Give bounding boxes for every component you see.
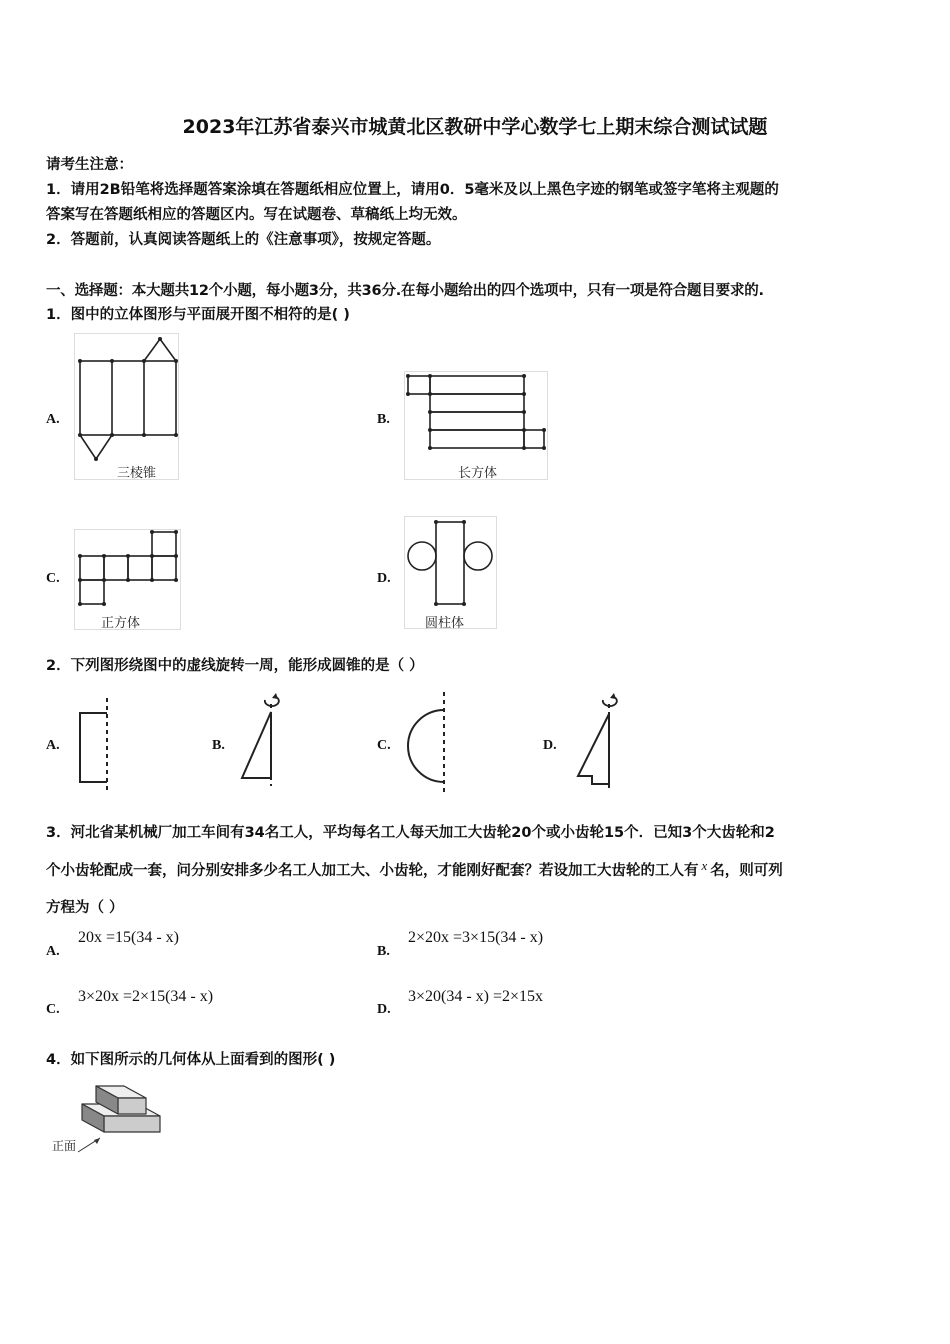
q3-option-d-label[interactable]: D. — [377, 1002, 391, 1017]
q1-option-a-figure — [74, 333, 184, 483]
question-3-stem-line-2 — [46, 859, 783, 880]
question-3-stem-line-3: 方程为（ ） — [46, 900, 124, 916]
q1-option-c-label[interactable]: C. — [46, 571, 60, 586]
q1-option-b-caption: 长方体 — [458, 466, 498, 481]
q2-option-b-label[interactable]: B. — [212, 738, 225, 753]
q2-option-c-label[interactable]: C. — [377, 738, 391, 753]
q3-stem-tail: 名，则可列 — [710, 863, 783, 879]
q3-option-b-equation: 2×20x =3×15(34 - x) — [408, 929, 544, 946]
q2-option-b-figure — [234, 688, 284, 788]
q1-option-d-label[interactable]: D. — [377, 571, 391, 586]
question-1-stem: 1．图中的立体图形与平面展开图不相符的是( ) — [46, 307, 350, 323]
q3-option-a-equation: 20x =15(34 - x) — [78, 929, 180, 946]
notice-line-1a: 1．请用2B铅笔将选择题答案涂填在答题纸相应位置上，请用0．5毫米及以上黑色字迹的钢笔或签字笔将主观题的 — [46, 182, 779, 198]
q1-option-a-label[interactable]: A. — [46, 412, 60, 427]
q3-variable: x — [701, 858, 708, 873]
notice-heading: 请考生注意： — [46, 157, 133, 173]
q2-option-a-label[interactable]: A. — [46, 738, 60, 753]
q3-option-b-label[interactable]: B. — [377, 944, 390, 959]
q3-stem-text: 个小齿轮配成一套，问分别安排多少名工人加工大、小齿轮，才能刚好配套？若设加工大齿轮的工人有 — [46, 863, 699, 879]
q2-option-d-label[interactable]: D. — [543, 738, 557, 753]
q1-option-b-label[interactable]: B. — [377, 412, 390, 427]
page-title: 2023年江苏省泰兴市城黄北区教研中学心数学七上期末综合测试试题 — [182, 116, 768, 138]
q1-option-d-caption: 圆柱体 — [425, 616, 465, 631]
question-3-stem-line-1: 3．河北省某机械厂加工车间有34名工人，平均每名工人每天加工大齿轮20个或小齿轮15个．已知3个大齿轮和2 — [46, 825, 775, 841]
question-4-stem: 4．如下图所示的几何体从上面看到的图形( ) — [46, 1052, 336, 1068]
q2-option-d-figure — [572, 688, 622, 792]
q2-option-c-figure — [404, 690, 454, 798]
q1-option-a-caption: 三棱锥 — [117, 466, 157, 481]
notice-line-2: 2．答题前，认真阅读答题纸上的《注意事项》，按规定答题。 — [46, 232, 441, 248]
section-heading: 一、选择题：本大题共12个小题，每小题3分，共36分.在每小题给出的四个选项中，只有一项是符合题目要求的. — [46, 283, 764, 299]
q4-front-caption: 正面 — [52, 1139, 77, 1153]
q2-option-a-figure — [76, 696, 116, 796]
q3-option-c-equation: 3×20x =2×15(34 - x) — [78, 988, 214, 1005]
notice-line-1b: 答案写在答题纸相应的答题区内。写在试题卷、草稿纸上均无效。 — [46, 207, 467, 223]
question-2-stem: 2．下列图形绕图中的虚线旋转一周，能形成圆锥的是（ ） — [46, 658, 424, 674]
q3-option-c-label[interactable]: C. — [46, 1002, 60, 1017]
q3-option-a-label[interactable]: A. — [46, 944, 60, 959]
q3-option-d-equation: 3×20(34 - x) =2×15x — [408, 988, 544, 1005]
q1-option-c-caption: 正方体 — [101, 616, 141, 631]
